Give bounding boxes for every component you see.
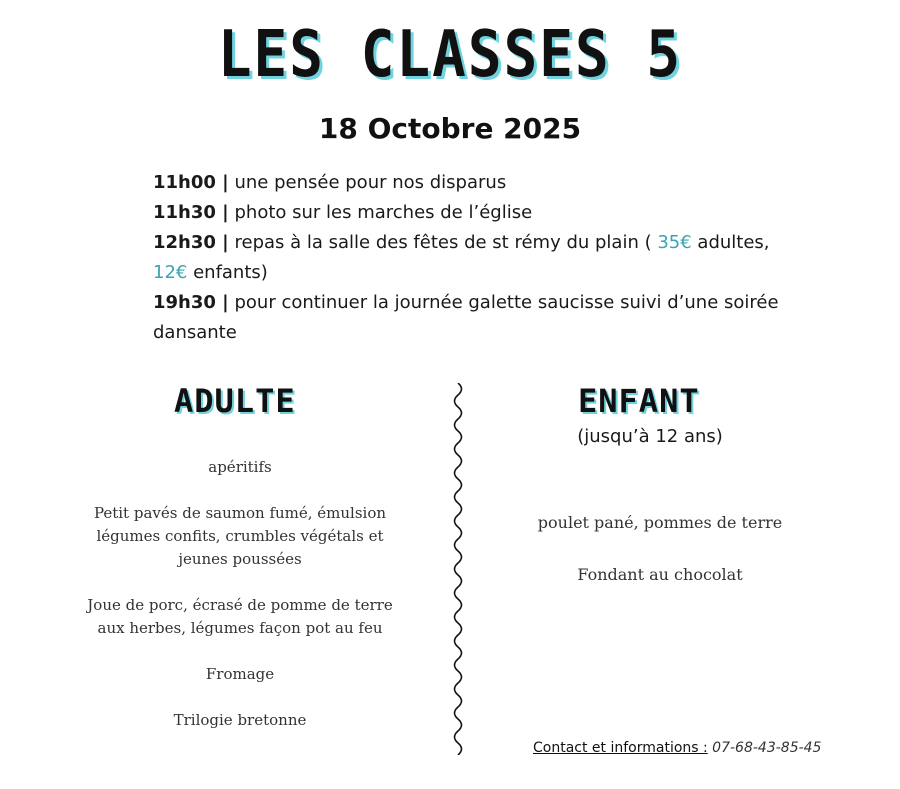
adult-menu-title: ADULTE [174, 382, 296, 420]
adult-menu [80, 456, 400, 755]
menu-item: Joue de porc, écrasé de pomme de terre aux herbes, légumes façon pot au feu [87, 596, 393, 637]
menu-item: Trilogie bretonne [173, 711, 307, 729]
child-menu [510, 510, 810, 614]
schedule-text: pour continuer la journée galette saucisse suivi d’une soirée dansante [153, 292, 779, 343]
child-age-note: (jusqu’à 12 ans) [577, 426, 723, 447]
child-menu-title: ENFANT [578, 382, 700, 420]
schedule-item [153, 228, 793, 288]
schedule-time: 19h30 | [153, 292, 229, 313]
schedule-time: 11h30 | [153, 202, 229, 223]
child-price: 12€ [153, 262, 188, 283]
schedule-time: 11h00 | [153, 172, 229, 193]
schedule [153, 168, 793, 348]
schedule-text: une pensée pour nos disparus [228, 172, 507, 193]
schedule-time: 12h30 | [153, 232, 229, 253]
schedule-text: photo sur les marches de l’église [228, 202, 533, 223]
adult-price: 35€ [657, 232, 692, 253]
event-date: 18 Octobre 2025 [318, 112, 582, 145]
contact-info [533, 740, 821, 756]
contact-label: Contact et informations : [533, 740, 708, 756]
schedule-text: adultes, [691, 232, 770, 253]
menu-item: Fondant au chocolat [577, 565, 743, 584]
schedule-item [153, 168, 793, 198]
contact-phone: 07-68-43-85-45 [707, 740, 822, 756]
schedule-item [153, 288, 793, 348]
schedule-text: enfants) [187, 262, 268, 283]
schedule-item [153, 198, 793, 228]
page-title: LES CLASSES 5 [217, 17, 683, 92]
menu-item: Fromage [205, 665, 275, 683]
wavy-divider [448, 383, 468, 755]
menu-item: apéritifs [208, 458, 272, 476]
menu-item: Petit pavés de saumon fumé, émulsion légumes confits, crumbles végétals et jeunes poussées [93, 504, 387, 568]
menu-item: poulet pané, pommes de terre [537, 513, 783, 532]
schedule-text: repas à la salle des fêtes de st rémy du plain ( [228, 232, 658, 253]
